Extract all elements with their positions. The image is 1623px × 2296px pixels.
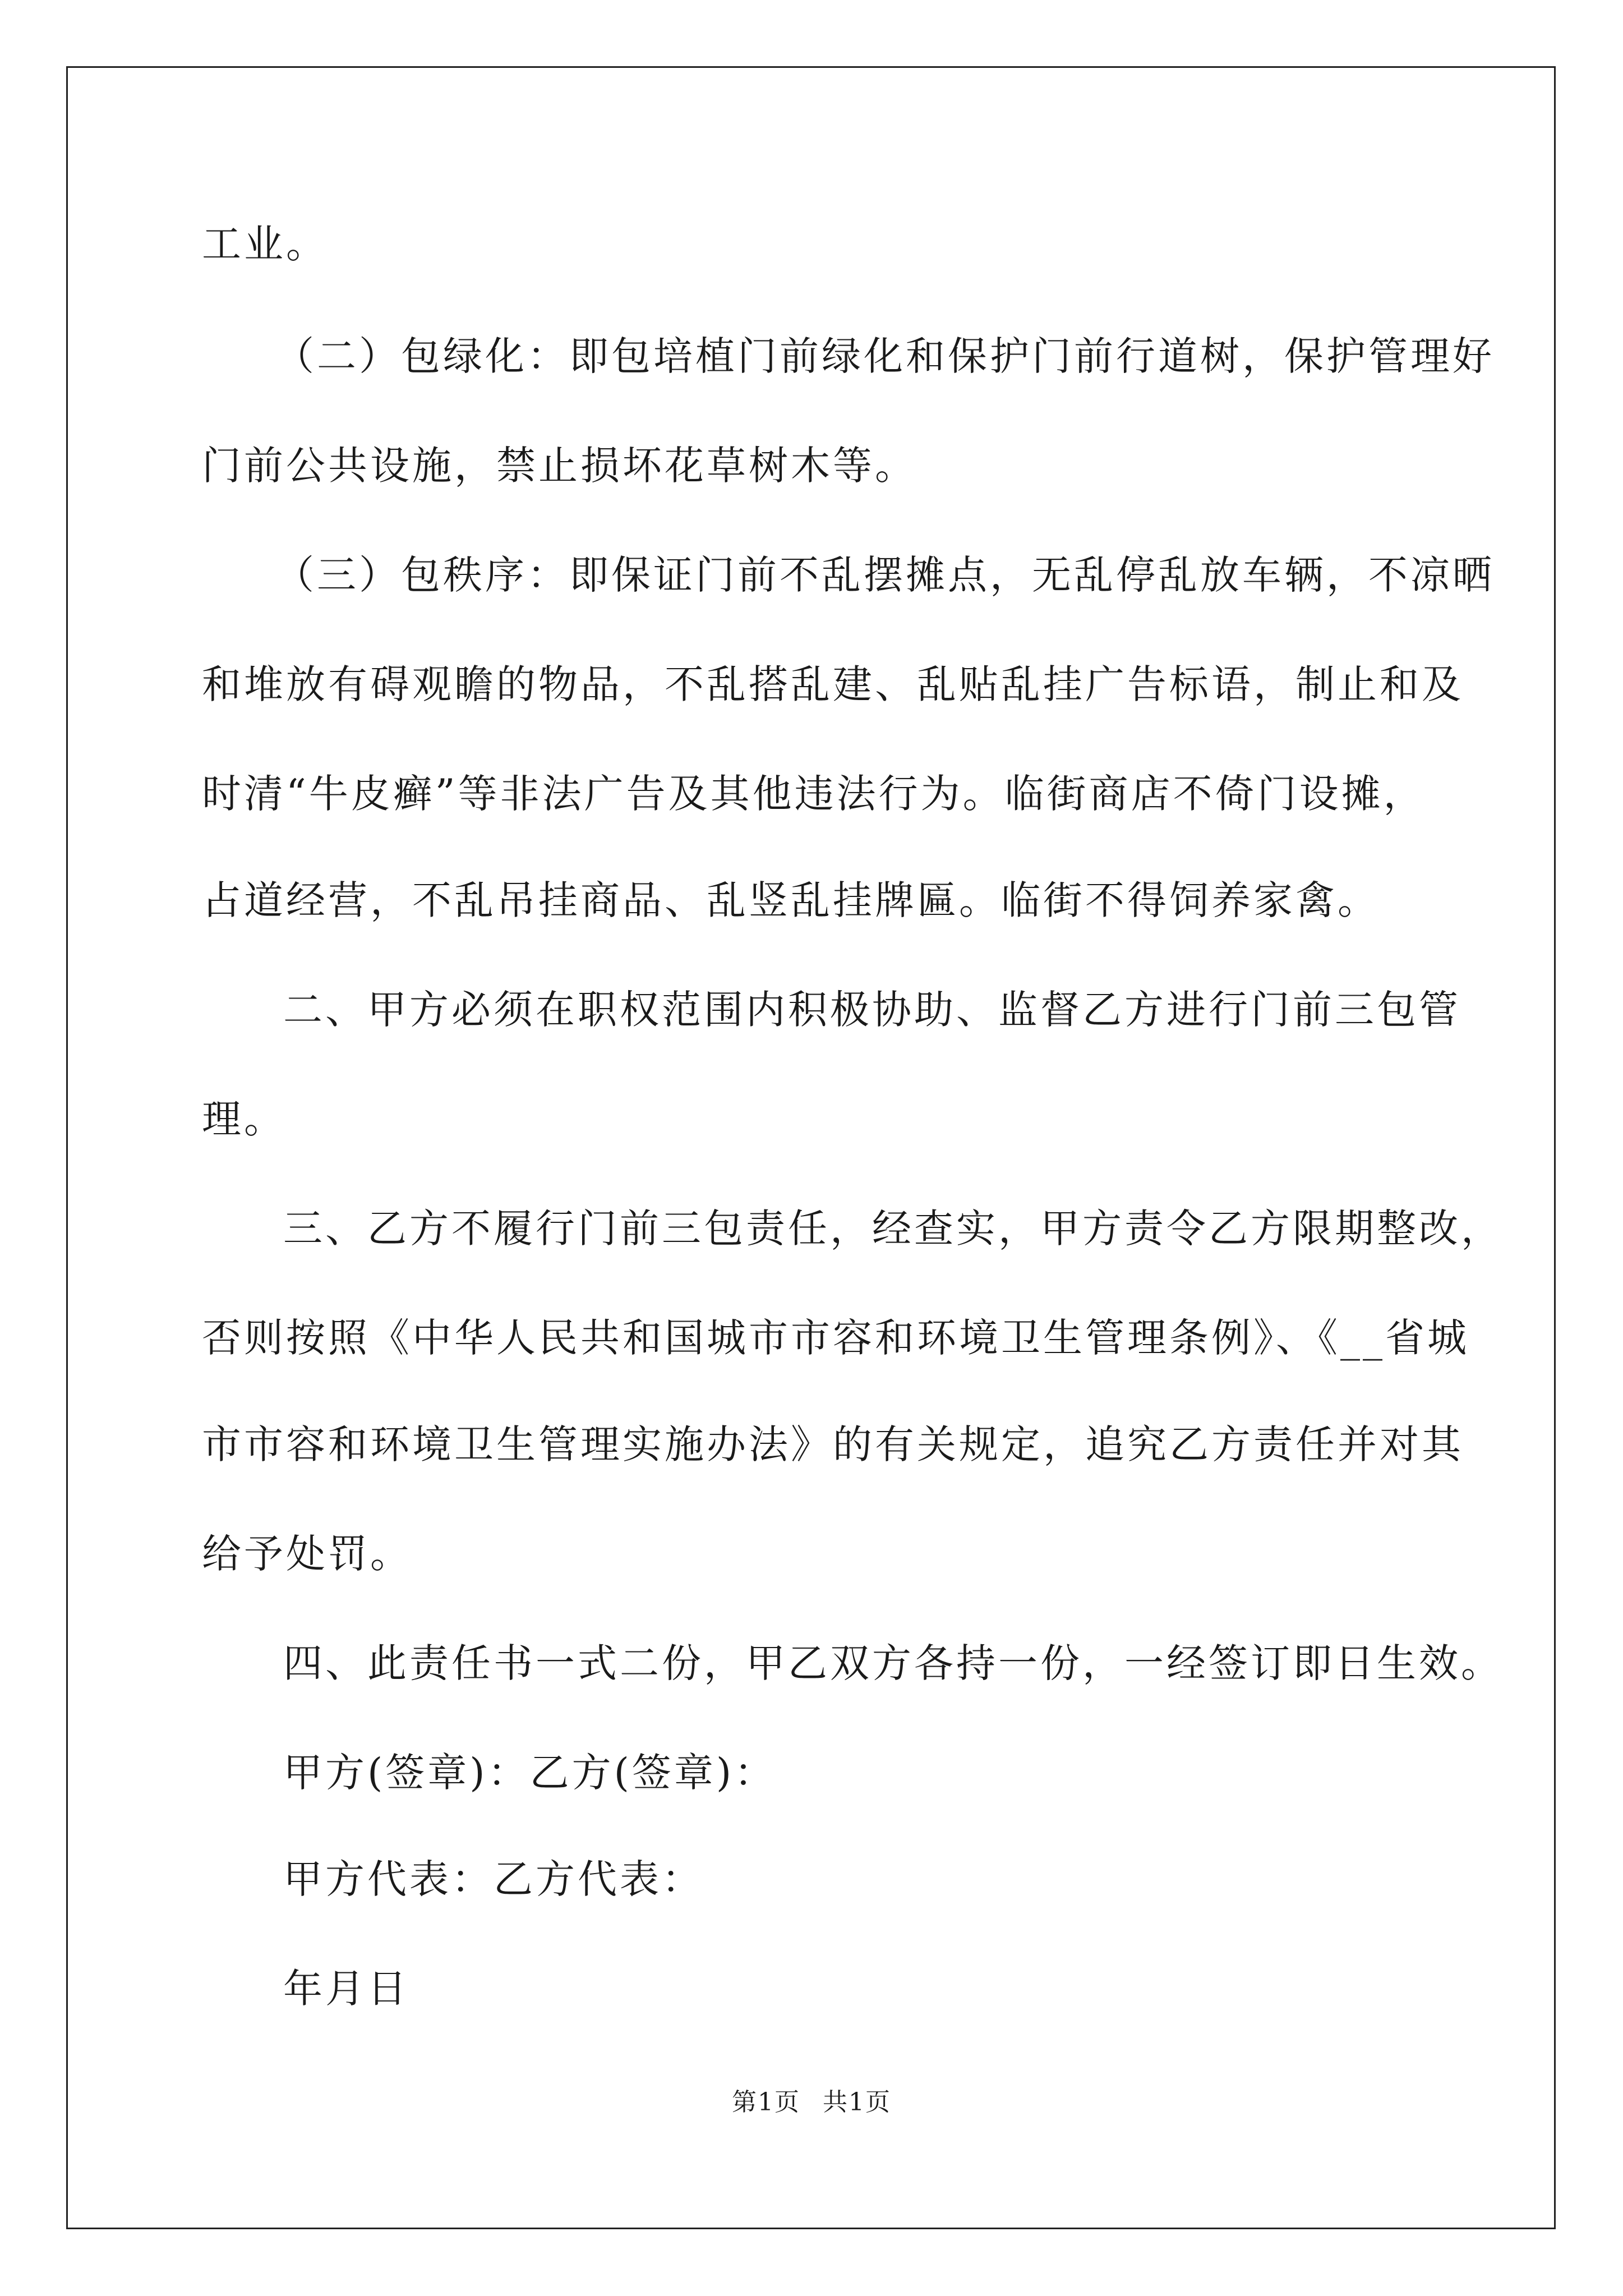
text-line: 和堆放有碍观瞻的物品，不乱搭乱建、乱贴乱挂广告标语，制止和及 <box>202 661 1464 707</box>
text-line: 否则按照《中华人民共和国城市市容和环境卫生管理条例》、《__省城 <box>202 1315 1469 1361</box>
text-line: 理。 <box>202 1096 286 1142</box>
text-line: 三、乙方不履行门前三包责任，经查实，甲方责令乙方限期整改， <box>283 1205 1503 1251</box>
text-line: 二、甲方必须在职权范围内积极协助、监督乙方进行门前三包管 <box>283 987 1461 1033</box>
text-line: 工业。 <box>202 221 328 267</box>
date-line: 年月日 <box>283 1966 409 2012</box>
page-count: 共1页 <box>823 2088 891 2116</box>
text-line: 时清“牛皮癣”等非法广告及其他违法行为。临街商店不倚门设摊， <box>202 771 1426 817</box>
page-footer <box>0 2087 1623 2118</box>
text-line: （二）包绿化：即包培植门前绿化和保护门前行道树，保护管理好 <box>275 333 1495 379</box>
page-border <box>66 66 1556 2229</box>
text-line: 四、此责任书一式二份，甲乙双方各持一份，一经签订即日生效。 <box>283 1640 1503 1686</box>
text-line: 占道经营，不乱吊挂商品、乱竖乱挂牌匾。临街不得饲养家禽。 <box>202 877 1380 923</box>
text-line: 给予处罚。 <box>202 1531 412 1577</box>
text-line: 市市容和环境卫生管理实施办法》的有关规定，追究乙方责任并对其 <box>202 1421 1464 1467</box>
representative-line: 甲方代表：乙方代表： <box>283 1856 704 1902</box>
text-line: （三）包秩序：即保证门前不乱摆摊点，无乱停乱放车辆，不凉晒 <box>275 552 1495 598</box>
signature-line: 甲方(签章)：乙方(签章)： <box>283 1750 777 1796</box>
text-line: 门前公共设施，禁止损坏花草树木等。 <box>202 443 917 489</box>
page-number: 第1页 <box>732 2088 800 2116</box>
